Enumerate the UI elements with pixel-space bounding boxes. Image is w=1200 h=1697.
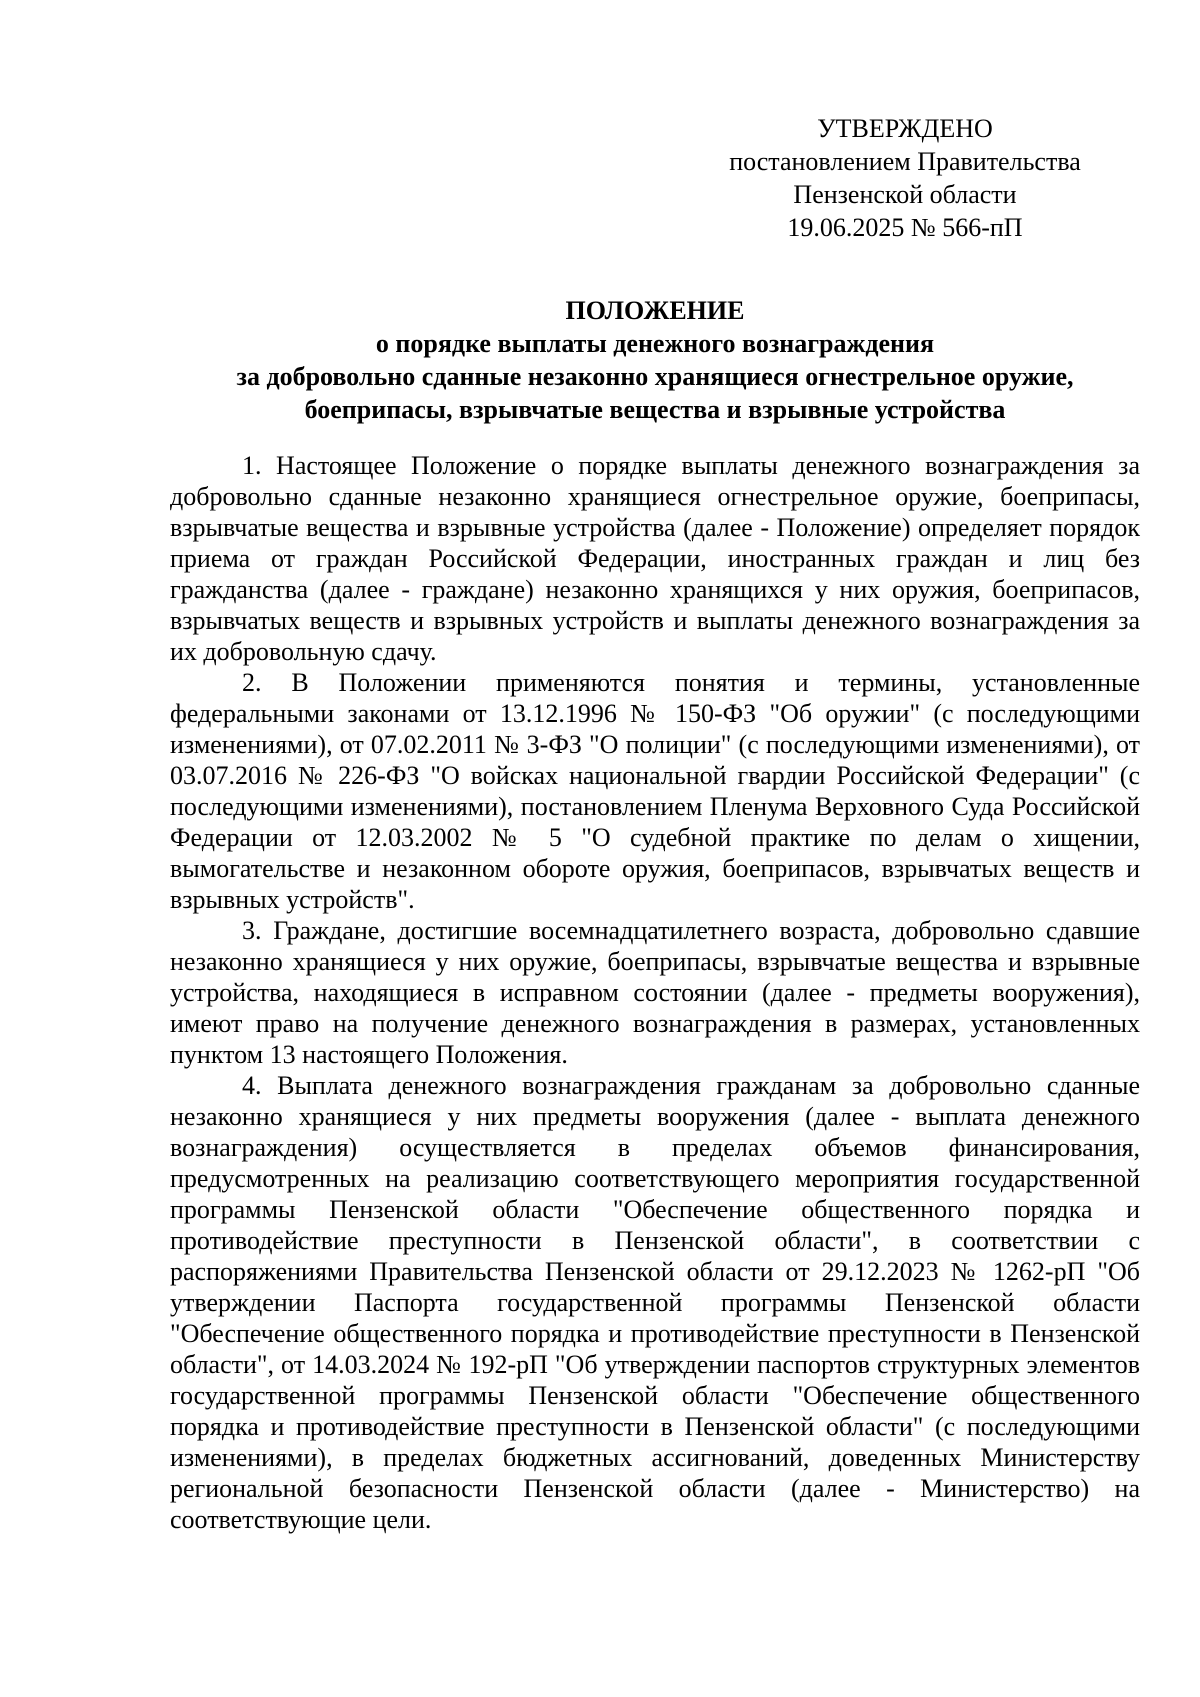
title-heading: ПОЛОЖЕНИЕ <box>565 296 745 325</box>
document-title <box>170 294 1140 426</box>
approval-issuer: постановлением Правительства <box>729 147 1081 176</box>
paragraph-4: 4. Выплата денежного вознаграждения гражданам за добровольно сданные незаконно хранящиеся у них предметы вооружения (далее - выплата денежного вознаграждения) осуществляется в пределах объемов финансирования, предусмотренных на реализацию соответствующего мероприятия государственной программы Пензенской области "Обеспечение общественного порядка и противодействие преступности в Пензенской области", в соответствии с распоряжениями Правительства Пензенской области от 29.12.2023 № 1262-рП "Об утверждении Паспорта государственной программы Пензенской области "Обеспечение общественного порядка и противодействие преступности в Пензенской области", от 14.03.2024 № 192-рП "Об утверждении паспортов структурных элементов государственной программы Пензенской области "Обеспечение общественного порядка и противодействие преступности в Пензенской области" (с последующими изменениями), в пределах бюджетных ассигнований, доведенных Министерству региональной безопасности Пензенской области (далее - Министерство) на соответствующие цели. <box>170 1071 1140 1534</box>
title-line-1: о порядке выплаты денежного вознаграждения <box>375 329 935 358</box>
approval-region: Пензенской области <box>793 180 1017 209</box>
document-body <box>170 450 1140 1535</box>
approval-date-number: 19.06.2025 № 566-пП <box>787 213 1023 242</box>
title-line-3: боеприпасы, взрывчатые вещества и взрывные устройства <box>304 395 1006 424</box>
approval-stamp-block <box>705 112 1105 244</box>
title-line-2: за добровольно сданные незаконно хранящиеся огнестрельное оружие, <box>236 362 1074 391</box>
paragraph-1: 1. Настоящее Положение о порядке выплаты денежного вознаграждения за добровольно сданные незаконно хранящиеся огнестрельное оружие, боеприпасы, взрывчатые вещества и взрывные устройства (далее - Положение) определяет порядок приема от граждан Российской Федерации, иностранных граждан и лиц без гражданства (далее - граждане) незаконно хранящихся у них оружия, боеприпасов, взрывчатых веществ и взрывных устройств и выплаты денежного вознаграждения за их добровольную сдачу. <box>170 451 1140 666</box>
approval-heading: УТВЕРЖДЕНО <box>817 114 993 143</box>
paragraph-2: 2. В Положении применяются понятия и термины, установленные федеральными законами от 13.12.1996 № 150-ФЗ "Об оружии" (с последующими изменениями), от 07.02.2011 № 3-ФЗ "О полиции" (с последующими изменениями), от 03.07.2016 № 226-ФЗ "О войсках национальной гвардии Российской Федерации" (с последующими изменениями), постановлением Пленума Верховного Суда Российской Федерации от 12.03.2002 № 5 "О судебной практике по делам о хищении, вымогательстве и незаконном обороте оружия, боеприпасов, взрывчатых веществ и взрывных устройств". <box>170 668 1140 914</box>
paragraph-3: 3. Граждане, достигшие восемнадцатилетнего возраста, добровольно сдавшие незаконно хранящиеся у них оружие, боеприпасы, взрывчатые вещества и взрывные устройства, находящиеся в исправном состоянии (далее - предметы вооружения), имеют право на получение денежного вознаграждения в размерах, установленных пунктом 13 настоящего Положения. <box>170 916 1140 1069</box>
